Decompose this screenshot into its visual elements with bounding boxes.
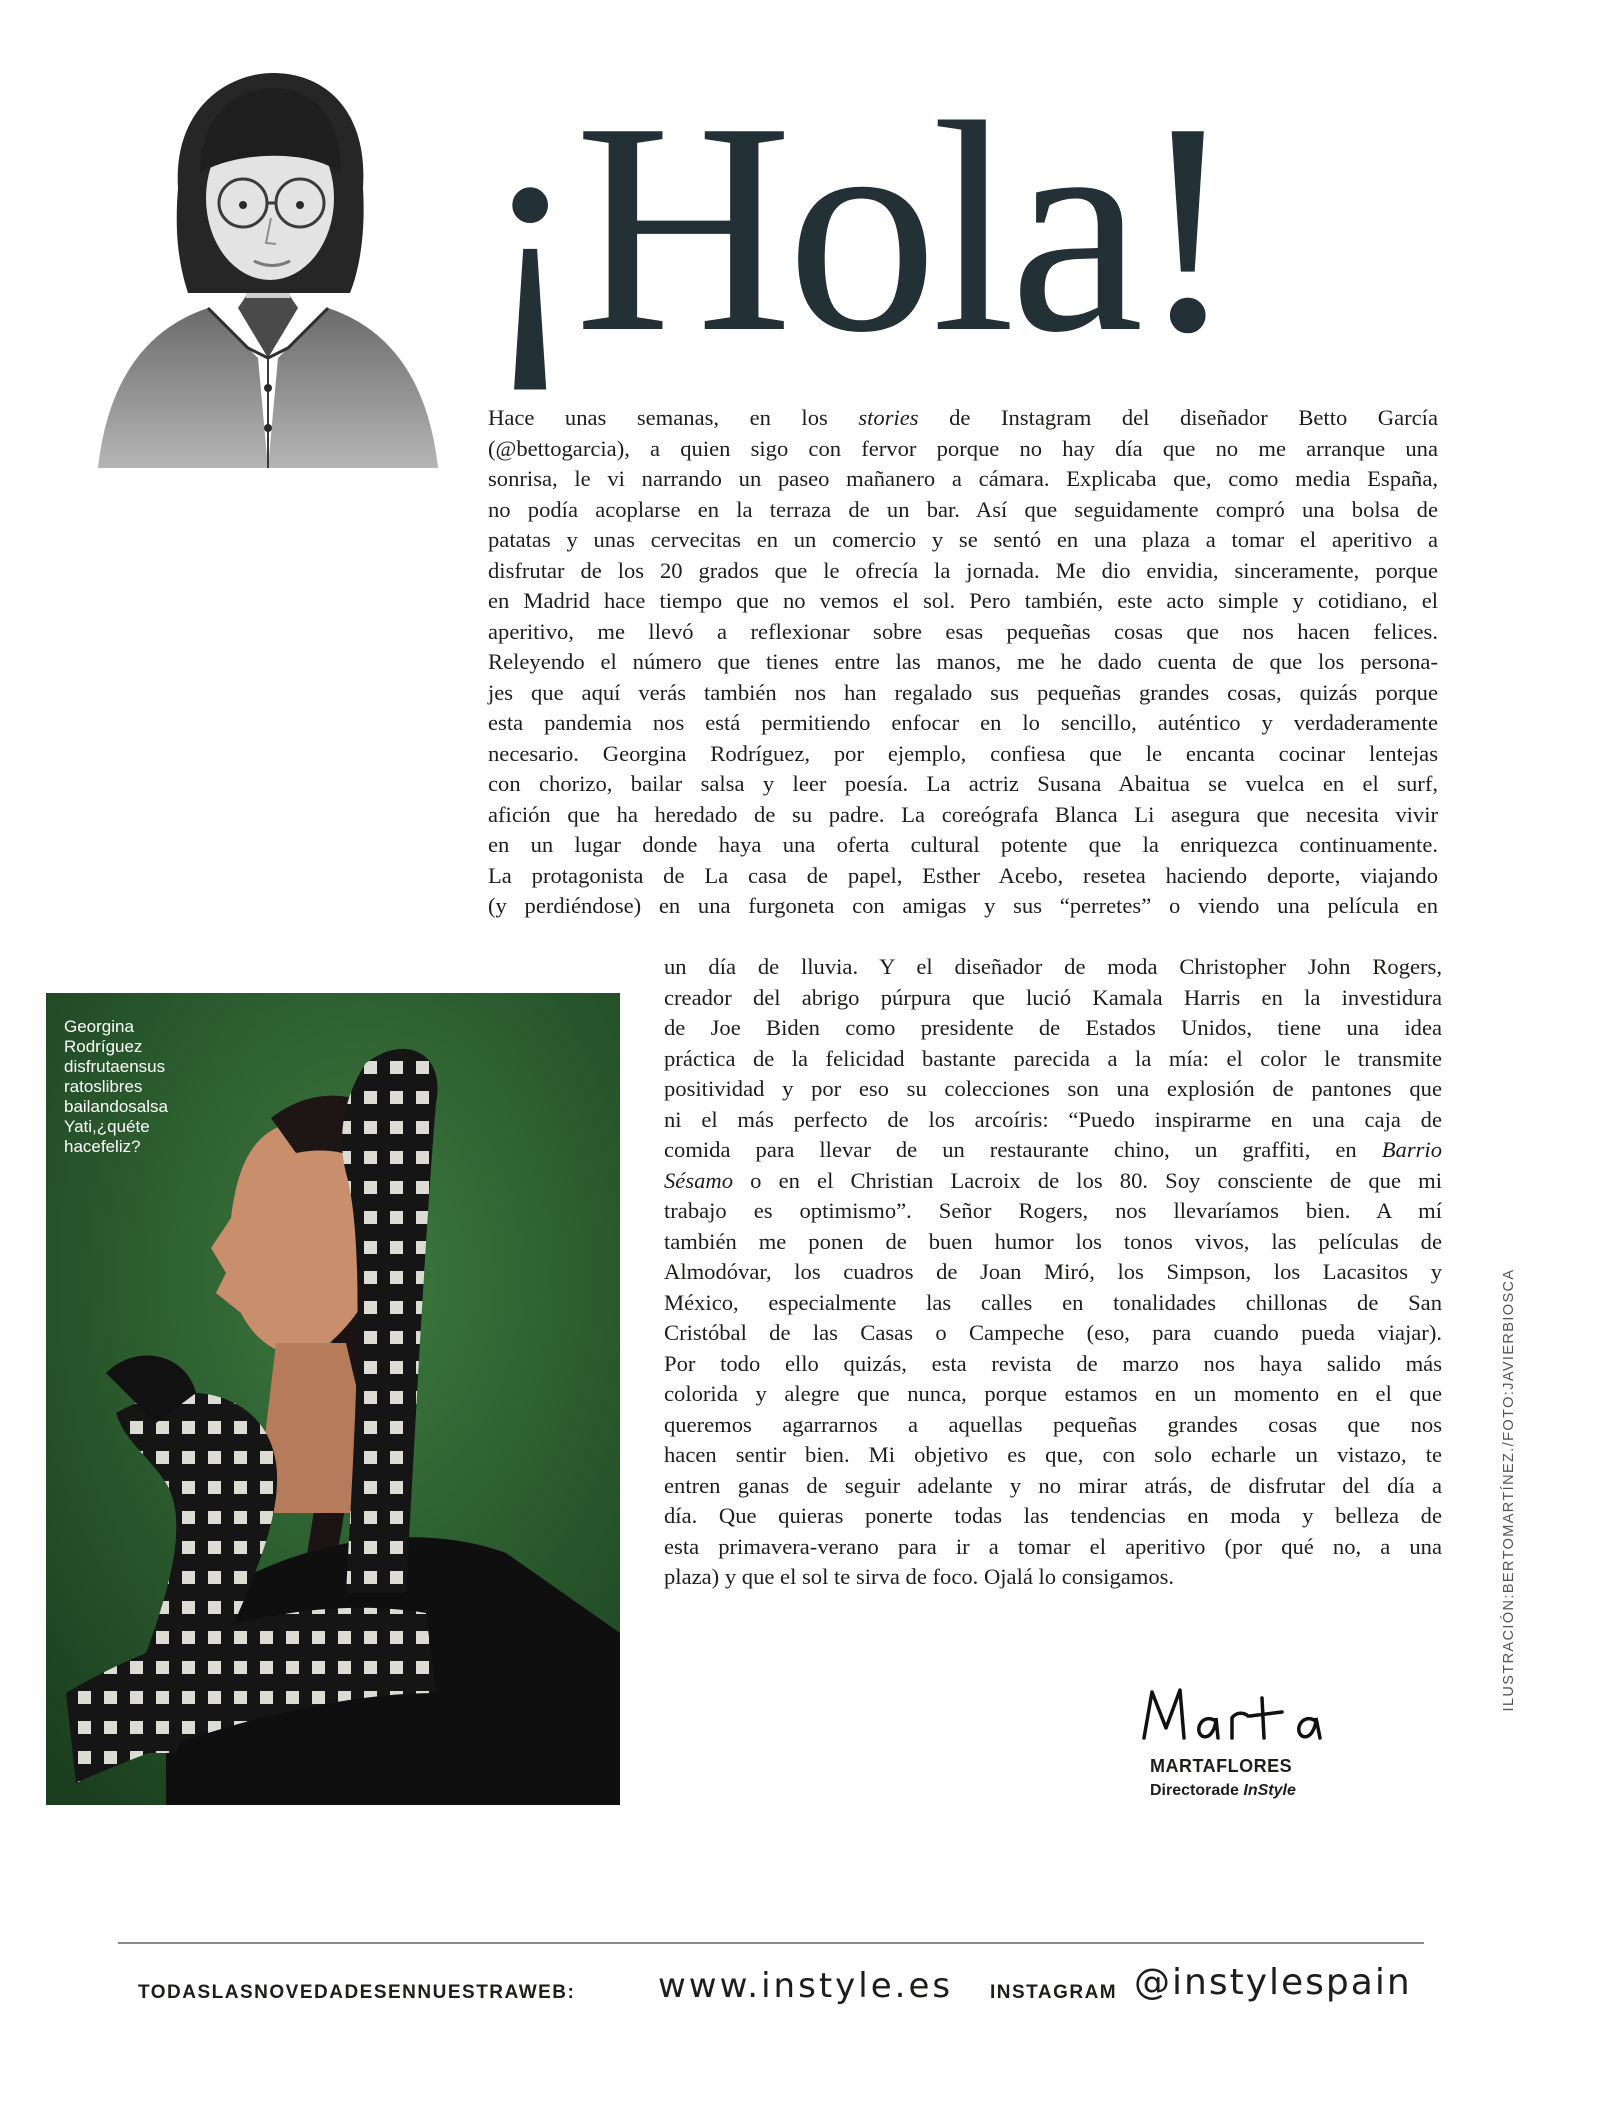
article-line: necesario. Georgina Rodríguez, por ejemplo, confiesa que le encanta cocinar lentejas xyxy=(488,740,1438,766)
article-line: con chorizo, bailar salsa y leer poesía. La actriz Susana Abaitua se vuelca en el surf, xyxy=(488,771,1438,796)
article-line: México, especialmente las calles en tonalidades chillonas de San xyxy=(664,1289,1442,1315)
caption-line: Georgina xyxy=(64,1017,134,1036)
article-line: Sésamo o en el Christian Lacroix de los 80. Soy consciente de que mi xyxy=(664,1167,1442,1193)
article-line: disfrutar de los 20 grados que le ofrecía la jornada. Me dio envidia, sinceramente, porque xyxy=(488,557,1438,583)
caption-line: hacefeliz? xyxy=(64,1137,141,1156)
article-line: Almodóvar, los cuadros de Joan Miró, los Simpson, los Lacasitos y xyxy=(664,1259,1442,1284)
article-column-bottom xyxy=(664,952,1442,1593)
article-line: hacen sentir bien. Mi objetivo es que, con solo echarle un vistazo, te xyxy=(664,1442,1442,1467)
article-line: en un lugar donde haya una oferta cultural potente que la enriquezca continuamente. xyxy=(488,832,1438,857)
article-line: en Madrid hace tiempo que no vemos el sol. Pero también, este acto simple y cotidiano, el xyxy=(488,588,1438,613)
caption-line: disfrutaensus xyxy=(64,1057,166,1076)
caption-line: ratoslibres xyxy=(64,1077,143,1096)
italic-term: Barrio xyxy=(1381,1137,1442,1162)
editor-portrait-illustration xyxy=(88,58,448,478)
caption-line: bailandosalsa xyxy=(64,1097,168,1116)
article-line: entren ganas de seguir adelante y no mirar atrás, de disfrutar del día a xyxy=(664,1472,1442,1498)
article-line: también me ponen de buen humor los tonos vivos, las películas de xyxy=(664,1228,1442,1254)
article-line: trabajo es optimismo”. Señor Rogers, nos llevaríamos bien. A mí xyxy=(664,1198,1442,1223)
footer-instagram-label: INSTAGRAM xyxy=(990,1982,1118,2003)
article-line: esta pandemia nos está permitiendo enfocar en lo sencillo, auténtico y verdaderamente xyxy=(488,710,1438,735)
footer-web-label: TODASLASNOVEDADESENNUESTRAWEB: xyxy=(138,1982,576,2003)
photo-credit: ILUSTRACIÓN:BERTOMARTÍNEZ./FOTO:JAVIERBIOSCA xyxy=(1501,1268,1517,1712)
italic-term: stories xyxy=(858,405,919,430)
article-line: de Joe Biden como presidente de Estados Unidos, tiene una idea xyxy=(664,1015,1442,1040)
article-line: patatas y unas cervecitas en un comercio y se sentó en una plaza a tomar el aperitivo a xyxy=(488,527,1438,552)
footer-web-link[interactable]: www.instyle.es xyxy=(658,1966,954,2006)
article-line: colorida y alegre que nunca, porque estamos en un momento en el que xyxy=(664,1381,1442,1406)
page-headline: ¡Hola! xyxy=(480,61,1233,395)
article-line: positividad y por eso su colecciones son una explosión de pantones que xyxy=(664,1076,1442,1101)
article-line: Cristóbal de las Casas o Campeche (eso, para cuando pueda viajar). xyxy=(664,1320,1442,1345)
article-line: Por todo ello quizás, esta revista de marzo nos haya salido más xyxy=(664,1350,1442,1376)
article-line: ni el más perfecto de los arcoíris: “Puedo inspirarme en una caja de xyxy=(664,1106,1442,1132)
article-line: aperitivo, me llevó a reflexionar sobre esas pequeñas cosas que nos hacen felices. xyxy=(488,618,1438,644)
article-line: sonrisa, le vi narrando un paseo mañanero a cámara. Explicaba que, como media España, xyxy=(488,466,1438,491)
article-line: Releyendo el número que tienes entre las manos, me he dado cuenta de que los persona- xyxy=(488,649,1438,674)
feature-photo xyxy=(46,993,620,1805)
author-role xyxy=(1150,1782,1296,1800)
author-name: MARTAFLORES xyxy=(1150,1756,1293,1776)
article-line: afición que ha heredado de su padre. La coreógrafa Blanca Li asegura que necesita vivir xyxy=(488,801,1438,827)
italic-title: Sésamo xyxy=(664,1167,734,1193)
article-line: (@bettogarcia), a quien sigo con fervor porque no hay día que no me arranque una xyxy=(488,435,1438,461)
article-line: La protagonista de La casa de papel, Esther Acebo, resetea haciendo deporte, viajando xyxy=(488,862,1438,888)
article-column-top xyxy=(488,403,1438,922)
brand-name: InStyle xyxy=(1243,1782,1296,1799)
article-line: esta primavera-verano para ir a tomar el aperitivo (por qué no, a una xyxy=(664,1533,1442,1559)
article-line: creador del abrigo púrpura que lució Kamala Harris en la investidura xyxy=(664,984,1442,1010)
article-line: no podía acoplarse en la terraza de un bar. Así que seguidamente compró una bolsa de xyxy=(488,496,1438,522)
photo-caption xyxy=(64,1017,204,1157)
caption-line: Yati,¿quéte xyxy=(64,1117,150,1136)
handwritten-signature xyxy=(1136,1680,1356,1750)
footer-divider xyxy=(118,1942,1424,1944)
article-line: día. Que quieras ponerte todas las tendencias en moda y belleza de xyxy=(664,1503,1442,1528)
article-line: queremos agarrarnos a aquellas pequeñas grandes cosas que nos xyxy=(664,1411,1442,1437)
article-line: jes que aquí verás también nos han regalado sus pequeñas grandes cosas, quizás porque xyxy=(488,679,1438,705)
article-line: un día de lluvia. Y el diseñador de moda Christopher John Rogers, xyxy=(664,954,1442,979)
author-role-prefix: Directorade xyxy=(1150,1782,1244,1799)
article-line: práctica de la felicidad bastante parecida a la mía: el color le transmite xyxy=(664,1045,1442,1071)
article-line: comida para llevar de un restaurante chino, un graffiti, en Barrio xyxy=(664,1137,1442,1162)
footer-instagram-handle[interactable]: @instylespain xyxy=(1134,1962,1412,2003)
article-line: Hace unas semanas, en los stories de Instagram del diseñador Betto García xyxy=(488,405,1438,430)
article-line: (y perdiéndose) en una furgoneta con amigas y sus “perretes” o viendo una película en xyxy=(488,893,1438,918)
article-line: plaza) y que el sol te sirva de foco. Ojalá lo consigamos. xyxy=(664,1564,1175,1589)
caption-line: Rodríguez xyxy=(64,1037,143,1056)
